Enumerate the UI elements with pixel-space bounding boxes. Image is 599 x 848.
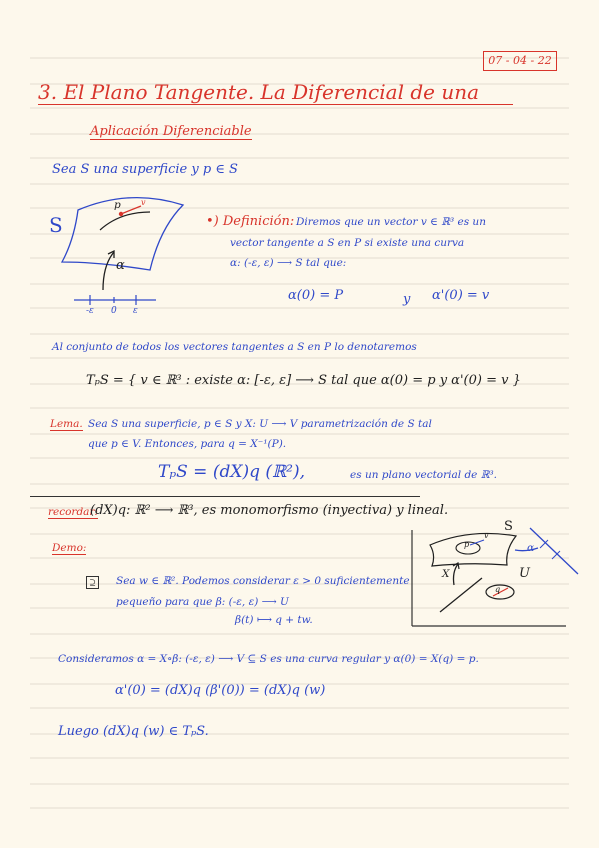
tick-neg-eps: -ε [86, 306, 94, 316]
fig2-alpha-label: α [527, 542, 535, 554]
lema-formula-note: es un plano vectorial de ℝ³. [350, 469, 498, 481]
lema-line2: que p ∈ V. Entonces, para q = X⁻¹(P). [88, 438, 287, 450]
fig2-surface-label: S [504, 519, 513, 534]
date-box: 07 - 04 - 22 [483, 51, 557, 71]
tangent-plane-definition: TₚS = { v ∈ ℝ³ : existe α: [-ε, ε] ⟶ S tal que α(0) = p y α'(0) = v } [86, 373, 521, 388]
section-title: 3. El Plano Tangente. La Diferencial de una [38, 80, 513, 105]
vector-label: v [141, 198, 146, 207]
lema-line1: Sea S una superficie, p ∈ S y X: U ⟶ V parametrización de S tal [88, 418, 432, 430]
inclusion-marker: ⊇ [86, 576, 99, 589]
demo-line2: pequeño para que β: (-ε, ε) ⟶ U [116, 596, 289, 608]
surface-label: S [49, 213, 63, 237]
tick-zero: 0 [111, 306, 117, 316]
recordar-text: (dX)q: ℝ² ⟶ ℝ³, es monomorfismo (inyectiva) y lineal. [90, 503, 449, 518]
intro-text: Sea S una superficie y p ∈ S [52, 162, 238, 177]
definition-line3: α: (-ε, ε) ⟶ S tal que: [230, 257, 347, 269]
section-subtitle: Aplicación Diferenciable [90, 124, 252, 139]
conclusion-line: Luego (dX)q (w) ∈ TₚS. [58, 724, 209, 739]
tangent-set-text: Al conjunto de todos los vectores tangentes a S en P lo denotaremos [52, 341, 417, 353]
condition-alpha0: α(0) = P [288, 288, 344, 303]
condition-and: y [403, 292, 411, 307]
tick-eps: ε [133, 306, 138, 316]
demo-label: Demo: [52, 542, 87, 554]
definition-line2: vector tangente a S en P si existe una curva [230, 237, 465, 249]
definition-line1: Diremos que un vector v ∈ ℝ³ es un [296, 216, 486, 228]
lema-label: Lema. [50, 418, 83, 430]
derivative-equation: α'(0) = (dX)q (β'(0)) = (dX)q (w) [115, 683, 326, 698]
demo-line1: Sea w ∈ ℝ². Podemos considerar ε > 0 suficientemente [116, 575, 410, 587]
demo-line3: β(t) ⟼ q + tw. [235, 614, 313, 626]
lema-formula: TₚS = (dX)q (ℝ²), [158, 462, 305, 482]
fig2-u-label: U [519, 566, 530, 581]
point-label: p [114, 199, 121, 211]
fig2-x-label: X [442, 568, 450, 580]
curve-alpha-label: α [116, 258, 125, 273]
consider-line: Consideramos α = X∘β: (-ε, ε) ⟶ V ⊆ S es una curva regular y α(0) = X(q) = p. [58, 653, 479, 665]
fig2-v-label: v [484, 531, 489, 540]
recordar-label: recordar: [48, 506, 98, 518]
condition-derivative: α'(0) = v [432, 288, 490, 303]
definition-label: •) Definición: [206, 214, 295, 229]
fig2-q-label: q [495, 585, 501, 594]
fig2-p-label: p [464, 540, 470, 549]
